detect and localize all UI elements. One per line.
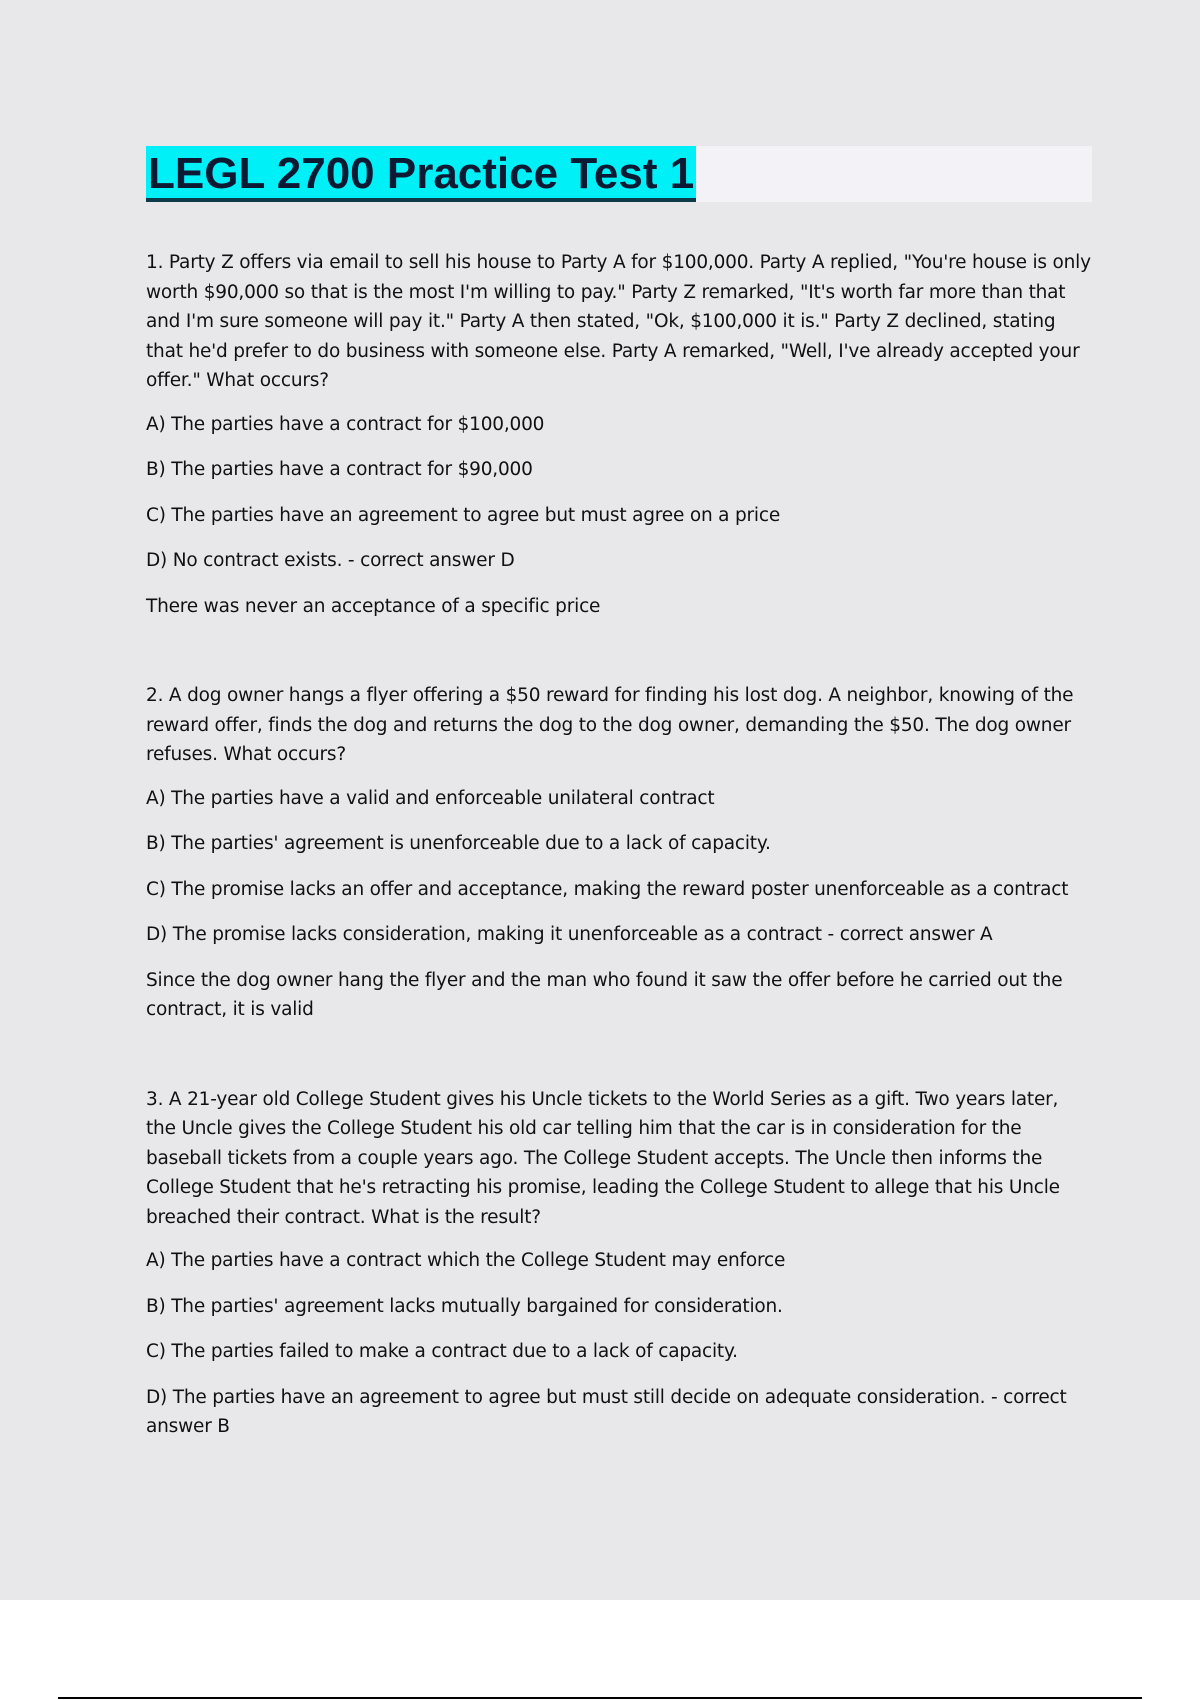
answer-explanation: There was never an acceptance of a specific price: [146, 595, 601, 617]
question-block-3: [146, 1085, 1092, 1442]
answer-option-d: D) The promise lacks consideration, making it unenforceable as a contract - correct answer A: [146, 924, 993, 945]
answer-option-c: C) The parties have an agreement to agree but must agree on a price: [146, 504, 781, 526]
document-body: [146, 248, 1092, 1502]
answer-option-c: C) The promise lacks an offer and acceptance, making the reward poster unenforceable as a contract: [146, 878, 1069, 900]
answer-option-b: B) The parties' agreement lacks mutually bargained for consideration.: [146, 1295, 783, 1317]
question-text: 2. A dog owner hangs a flyer offering a $50 reward for finding his lost dog. A neighbor, knowing of the reward offer, finds the dog and returns the dog to the dog owner, demanding the $50. The dog owner refuses. What occurs?: [146, 685, 1074, 765]
page-title: LEGL 2700 Practice Test 1: [146, 146, 696, 202]
answer-option-b: B) The parties' agreement is unenforceable due to a lack of capacity.: [146, 833, 771, 854]
answer-option-d: D) No contract exists. - correct answer D: [146, 550, 515, 571]
question-block-1: [146, 248, 1092, 621]
question-text: 3. A 21-year old College Student gives his Uncle tickets to the World Series as a gift. Two years later, the Uncle gives the College Student his old car telling him that the car is in consideration for the baseball tickets from a couple years ago. The College Student accepts. The Uncle then informs the College Student that he's retracting his promise, leading the College Student to allege that his Uncle breached their contract. What is the result?: [146, 1088, 1060, 1228]
question-text: 1. Party Z offers via email to sell his house to Party A for $100,000. Party A replied, "You're house is only worth $90,000 so that is the most I'm willing to pay." Party Z remarked, "It's worth far more than that and I'm sure someone will pay it." Party A then stated, "Ok, $100,000 it is." Party Z declined, stating that he'd prefer to do business with someone else. Party A remarked, "Well, I've already accepted your offer." What occurs?: [146, 252, 1091, 391]
answer-option-a: A) The parties have a contract which the College Student may enforce: [146, 1250, 786, 1271]
answer-option-a: A) The parties have a contract for $100,000: [146, 413, 545, 435]
question-block-2: [146, 681, 1092, 1025]
title-bar: [146, 146, 1092, 202]
answer-option-c: C) The parties failed to make a contract due to a lack of capacity.: [146, 1341, 738, 1362]
answer-option-d: D) The parties have an agreement to agree but must still decide on adequate consideration. - correct answer B: [146, 1386, 1067, 1437]
answer-option-a: A) The parties have a valid and enforceable unilateral contract: [146, 787, 715, 809]
answer-explanation: Since the dog owner hang the flyer and the man who found it saw the offer before he carried out the contract, it is valid: [146, 969, 1063, 1020]
answer-option-b: B) The parties have a contract for $90,000: [146, 459, 533, 480]
footer-divider: [58, 1697, 1142, 1699]
